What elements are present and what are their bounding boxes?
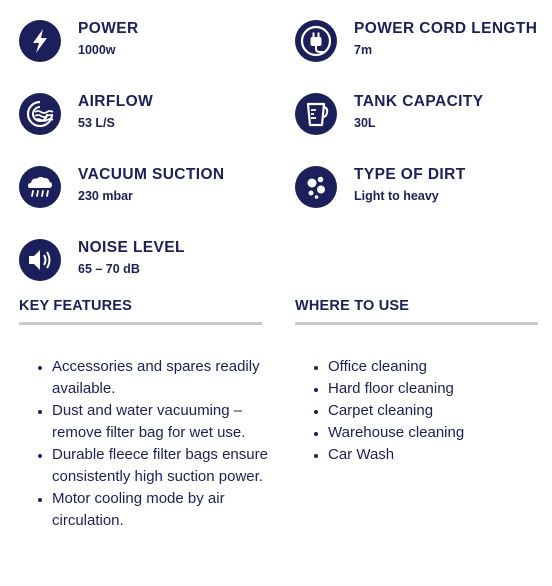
suction-cloud-icon xyxy=(19,166,61,208)
list-item: • Carpet cleaning xyxy=(328,400,552,422)
speaker-icon xyxy=(19,239,61,281)
spec-title: AIRFLOW xyxy=(78,93,154,110)
spec-title: NOISE LEVEL xyxy=(78,239,185,256)
key-features-heading: KEY FEATURES xyxy=(19,298,262,325)
list-item: • Warehouse cleaning xyxy=(328,422,552,444)
where-to-use-list xyxy=(295,356,552,466)
spec-value: 7m xyxy=(354,43,373,57)
lightning-bolt-icon xyxy=(19,20,61,62)
key-features-list xyxy=(19,356,282,532)
spec-title: VACUUM SUCTION xyxy=(78,166,225,183)
measuring-jug-icon xyxy=(295,93,337,135)
spec-value: Light to heavy xyxy=(354,189,439,203)
list-item: • Office cleaning xyxy=(328,356,552,378)
power-plug-icon xyxy=(295,20,337,62)
list-item: • Motor cooling mode by air circulation. xyxy=(52,488,282,532)
list-item: • Dust and water vacuuming – remove filter bag for wet use. xyxy=(52,400,282,444)
spec-value: 230 mbar xyxy=(78,189,133,203)
spec-value: 65 – 70 dB xyxy=(78,262,140,276)
dirt-particles-icon xyxy=(295,166,337,208)
spec-title: POWER xyxy=(78,20,139,37)
spec-title: TYPE OF DIRT xyxy=(354,166,466,183)
spec-value: 1000w xyxy=(78,43,116,57)
list-item: • Durable fleece filter bags ensure consistently high suction power. xyxy=(52,444,282,488)
list-item: • Car Wash xyxy=(328,444,552,466)
where-to-use-heading: WHERE TO USE xyxy=(295,298,538,325)
spec-title: TANK CAPACITY xyxy=(354,93,484,110)
spec-value: 53 L/S xyxy=(78,116,115,130)
airflow-wind-icon xyxy=(19,93,61,135)
spec-value: 30L xyxy=(354,116,376,130)
list-item: • Accessories and spares readily available. xyxy=(52,356,282,400)
spec-title: POWER CORD LENGTH xyxy=(354,20,538,37)
list-item: • Hard floor cleaning xyxy=(328,378,552,400)
